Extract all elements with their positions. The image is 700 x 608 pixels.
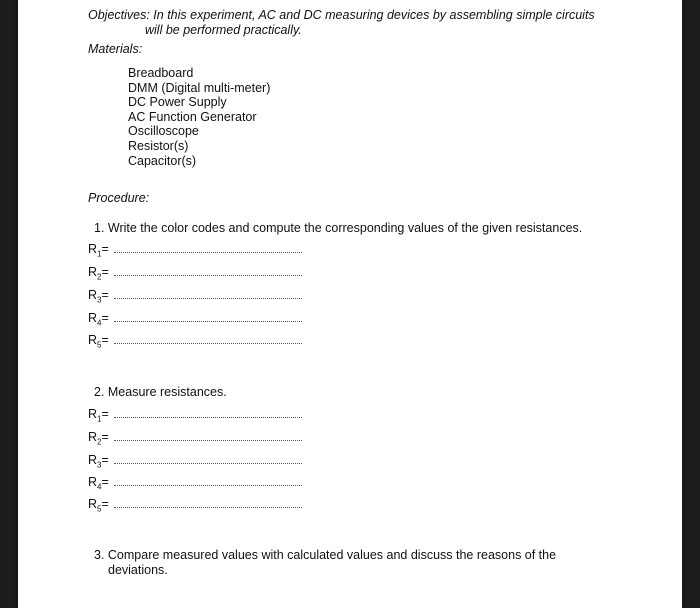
procedure-step-2: 2. Measure resistances. xyxy=(94,385,227,399)
procedure-step-1: 1. Write the color codes and compute the corresponding values of the given resistances. xyxy=(94,221,583,235)
r5-label: $R_5=$ xyxy=(88,497,109,514)
material-item: AC Function Generator xyxy=(128,109,257,124)
r1-label: $R_1=$ xyxy=(88,407,109,424)
r5-label: $R_5=$ xyxy=(88,333,109,350)
material-item: Breadboard xyxy=(128,66,194,80)
r4-label: $R_4=$ xyxy=(88,475,109,492)
r4-calculated-blank[interactable] xyxy=(114,311,302,322)
r1-calculated-blank[interactable] xyxy=(114,242,302,253)
materials-list xyxy=(128,66,270,168)
r2-measured-blank[interactable] xyxy=(114,430,302,441)
material-item: DMM (Digital multi-meter) xyxy=(128,80,271,95)
r1-calculated-line xyxy=(88,242,302,258)
procedure-heading: Procedure: xyxy=(88,191,150,205)
material-item: Resistor(s) xyxy=(128,138,189,153)
r2-calculated-line xyxy=(88,265,302,281)
r3-calculated-blank[interactable] xyxy=(114,288,302,299)
step-3-line-1: 3. Compare measured values with calculated values and discuss the reasons of the xyxy=(94,548,557,562)
materials-heading: Materials: xyxy=(88,42,143,56)
procedure-step-3 xyxy=(94,548,556,578)
material-item: DC Power Supply xyxy=(128,95,227,110)
r4-label: $R_4=$ xyxy=(88,311,109,328)
material-item: Oscilloscope xyxy=(128,124,199,139)
r4-measured-blank[interactable] xyxy=(114,475,302,486)
r4-calculated-line xyxy=(88,311,302,327)
r3-label: $R_3=$ xyxy=(88,288,109,305)
r1-measured-blank[interactable] xyxy=(114,407,302,418)
r3-measured-line xyxy=(88,453,302,469)
r2-label: $R_2=$ xyxy=(88,265,109,282)
objectives-line-1: Objectives: In this experiment, AC and DC measuring devices by assembling simple circuits xyxy=(88,8,595,22)
step-3-line-2: deviations. xyxy=(108,563,168,577)
r2-calculated-blank[interactable] xyxy=(114,265,302,276)
r1-measured-line xyxy=(88,407,302,423)
r5-measured-line xyxy=(88,497,302,513)
r5-measured-blank[interactable] xyxy=(114,497,302,508)
objectives-line-2: will be performed practically. xyxy=(145,23,302,37)
r2-measured-line xyxy=(88,430,302,446)
material-item: Capacitor(s) xyxy=(128,153,197,168)
document-page xyxy=(18,0,682,608)
r3-measured-blank[interactable] xyxy=(114,453,302,464)
objectives-text xyxy=(88,8,595,38)
r1-label: $R_1=$ xyxy=(88,242,109,259)
r4-measured-line xyxy=(88,475,302,491)
r3-label: $R_3=$ xyxy=(88,453,109,470)
r2-label: $R_2=$ xyxy=(88,430,109,447)
r3-calculated-line xyxy=(88,288,302,304)
r5-calculated-line xyxy=(88,333,302,349)
r5-calculated-blank[interactable] xyxy=(114,333,302,344)
